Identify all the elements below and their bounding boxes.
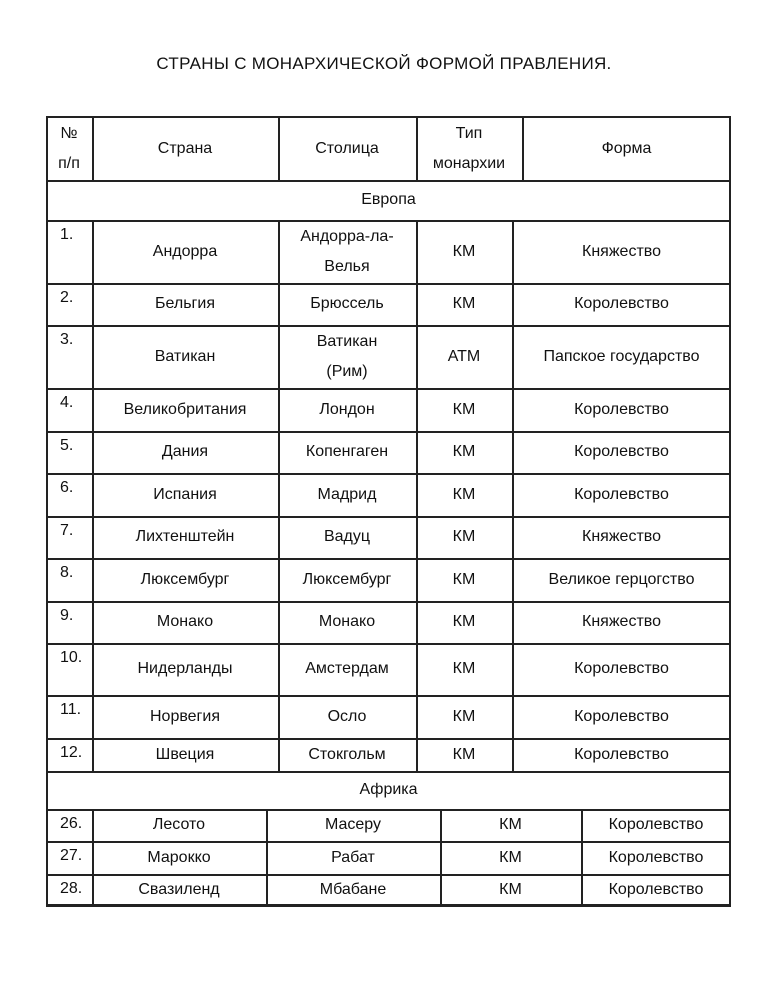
row-form [512, 738, 731, 771]
row-num-line: 28. [60, 880, 83, 897]
header-num-line: п/п [58, 154, 80, 172]
row-country-text [136, 522, 235, 552]
row-country [92, 473, 278, 516]
row-capital [278, 558, 416, 601]
row-capital-text [331, 843, 375, 873]
row-type [416, 643, 512, 695]
row-capital-line: Амстердам [305, 660, 389, 677]
row-type-line: КМ [452, 242, 476, 260]
header-capital-text [315, 134, 379, 164]
row-num-text [60, 643, 82, 673]
row-form-line: Королевство [574, 443, 669, 460]
row-country-line: Дания [161, 443, 209, 460]
row-capital [266, 874, 440, 906]
row-form-line: Королевство [608, 848, 704, 866]
row-form [512, 431, 731, 473]
row-num-line: 27. [60, 847, 83, 864]
row-form [512, 388, 731, 431]
page-title: СТРАНЫ С МОНАРХИЧЕСКОЙ ФОРМОЙ ПРАВЛЕНИЯ. [156, 54, 612, 73]
row-country [92, 695, 278, 738]
row-capital [266, 841, 440, 874]
row-country-line: Люксембург [140, 570, 230, 588]
row-form-text [549, 565, 695, 595]
row-form-line: Королевство [574, 660, 669, 677]
row-capital-text [310, 289, 383, 319]
row-num-text [60, 738, 82, 768]
row-capital-text [318, 480, 377, 510]
row-num-text [60, 325, 73, 355]
row-form-line: Королевство [574, 707, 669, 725]
europe-section-header-text [361, 185, 416, 215]
row-type-text [453, 702, 476, 732]
row-num-line: 4. [60, 394, 74, 411]
row-form-text [609, 810, 704, 840]
row-country-text [150, 702, 220, 732]
row-type-text [499, 875, 522, 905]
row-num-text [60, 601, 73, 631]
row-num-line: 9. [60, 607, 74, 624]
row-country [92, 516, 278, 558]
row-country-line: Норвегия [149, 707, 220, 725]
row-country [92, 601, 278, 643]
row-country [92, 558, 278, 601]
row-country-text [141, 565, 230, 595]
row-capital-text [319, 607, 375, 637]
row-type-text [448, 342, 481, 372]
row-country [92, 809, 266, 841]
row-type [416, 388, 512, 431]
row-country [92, 325, 278, 388]
row-capital-text [328, 702, 367, 732]
row-capital-line: Монако [318, 613, 376, 630]
row-country [92, 874, 266, 906]
header-country-text [158, 134, 212, 164]
row-num [46, 558, 92, 601]
row-type-line: КМ [452, 295, 476, 312]
row-type-text [453, 237, 476, 267]
row-country-text [155, 289, 215, 319]
row-capital-line: Лондон [319, 400, 375, 418]
row-form-text [582, 237, 661, 267]
header-num-text [58, 119, 80, 179]
header-capital [278, 117, 416, 180]
row-form-line: Королевство [608, 881, 704, 898]
row-num-line: 5. [60, 437, 74, 454]
row-form [512, 516, 731, 558]
row-country-line: Бельгия [155, 295, 215, 312]
row-num [46, 388, 92, 431]
row-num [46, 809, 92, 841]
row-capital-line: Мбабане [319, 881, 387, 898]
row-country [92, 220, 278, 283]
row-form-text [582, 607, 661, 637]
row-type-line: КМ [452, 528, 476, 545]
row-form [512, 601, 731, 643]
row-type-line: КМ [452, 485, 476, 503]
header-num-line: № [60, 124, 78, 142]
row-capital-text [319, 395, 374, 425]
row-country-line: Лихтенштейн [135, 528, 235, 545]
row-country-text [138, 654, 233, 684]
row-type-text [453, 740, 476, 770]
row-type [416, 473, 512, 516]
row-type-line: КМ [452, 570, 476, 588]
row-form-text [574, 480, 669, 510]
row-num [46, 874, 92, 906]
row-capital-line: Велья [324, 257, 370, 275]
row-num-text [60, 283, 73, 313]
row-capital-text [324, 522, 370, 552]
row-num [46, 473, 92, 516]
row-country-line: Свазиленд [138, 881, 220, 898]
row-form-text [574, 702, 669, 732]
row-type-text [453, 480, 476, 510]
row-capital-text [325, 810, 381, 840]
row-form-text [574, 437, 669, 467]
row-num [46, 220, 92, 283]
row-type [416, 601, 512, 643]
row-type [416, 516, 512, 558]
row-country [92, 841, 266, 874]
row-type-text [499, 843, 522, 873]
row-type-text [453, 565, 476, 595]
row-num-text [60, 220, 73, 250]
row-type-line: КМ [452, 707, 476, 725]
header-capital-line: Столица [315, 139, 379, 157]
row-country-line: Швеция [155, 745, 215, 763]
row-country [92, 643, 278, 695]
row-capital [278, 325, 416, 388]
row-num-line: 7. [60, 522, 74, 539]
row-type [416, 325, 512, 388]
header-form [522, 117, 731, 180]
row-form [581, 874, 731, 906]
row-form-line: Княжество [582, 242, 661, 260]
row-type-text [453, 437, 476, 467]
row-type-line: КМ [499, 816, 522, 833]
row-type-line: КМ [452, 443, 476, 460]
row-capital-text [306, 437, 388, 467]
row-num-text [60, 558, 73, 588]
row-form [512, 643, 731, 695]
row-capital-line: Ватикан [316, 332, 378, 350]
header-type [416, 117, 522, 180]
row-capital-line: Осло [327, 707, 367, 725]
row-country-line: Андорра [152, 242, 218, 260]
row-capital-line: Андорра-ла- [300, 227, 394, 245]
row-country-text [162, 437, 208, 467]
row-num-line: 2. [60, 289, 74, 306]
row-num-text [60, 841, 82, 871]
row-type [440, 809, 581, 841]
row-capital [278, 473, 416, 516]
row-type-text [453, 654, 476, 684]
row-num-line: 3. [60, 331, 74, 348]
row-form-text [574, 395, 669, 425]
row-country-line: Марокко [147, 848, 211, 866]
row-country-text [155, 342, 216, 372]
row-num [46, 643, 92, 695]
row-num-text [60, 473, 73, 503]
row-capital-line: Мадрид [317, 485, 377, 503]
row-type-line: КМ [452, 400, 476, 418]
row-type-text [453, 395, 476, 425]
row-type-line: КМ [452, 660, 476, 677]
row-form-line: Папское государство [543, 347, 700, 365]
header-type-line: монархии [432, 154, 506, 172]
row-country [92, 283, 278, 325]
row-num-line: 1. [60, 226, 74, 243]
row-num-line: 10. [60, 649, 83, 666]
row-form-text [609, 843, 704, 873]
row-country [92, 388, 278, 431]
row-type [416, 695, 512, 738]
header-form-text [602, 134, 652, 164]
row-form-text [543, 342, 699, 372]
row-type-text [453, 289, 476, 319]
row-country-line: Монако [156, 613, 214, 630]
row-form [512, 695, 731, 738]
europe-section-header [46, 180, 731, 220]
row-capital [278, 431, 416, 473]
row-country-text [153, 810, 205, 840]
row-form [581, 809, 731, 841]
row-capital [278, 220, 416, 283]
row-num-text [60, 874, 82, 904]
row-capital-text [317, 327, 378, 387]
row-num-text [60, 431, 73, 461]
row-type-line: КМ [452, 745, 476, 763]
row-num-line: 26. [60, 815, 83, 832]
row-form-text [574, 654, 669, 684]
row-type-text [453, 522, 476, 552]
row-form-line: Великое герцогство [548, 570, 695, 588]
header-type-line: Тип [455, 124, 483, 142]
row-num-line: 12. [60, 744, 83, 761]
row-country-text [147, 843, 210, 873]
row-num-text [60, 809, 82, 839]
row-form [512, 283, 731, 325]
row-capital-text [305, 654, 388, 684]
africa-section-header [46, 771, 731, 809]
row-num [46, 516, 92, 558]
row-country-text [157, 607, 213, 637]
row-country-line: Испания [153, 485, 217, 503]
row-capital-line: Брюссель [310, 295, 384, 312]
row-num [46, 431, 92, 473]
row-num-text [60, 388, 73, 418]
row-type [416, 738, 512, 771]
row-capital-line: Стокгольм [308, 745, 386, 763]
row-type [416, 220, 512, 283]
row-num-line: 6. [60, 479, 74, 496]
row-form [512, 220, 731, 283]
row-capital [278, 283, 416, 325]
row-country-text [124, 395, 247, 425]
row-num [46, 738, 92, 771]
row-capital-text [320, 875, 386, 905]
row-capital [266, 809, 440, 841]
row-capital-line: Вадуц [323, 528, 371, 545]
row-num [46, 841, 92, 874]
row-type-line: КМ [499, 881, 522, 898]
row-type-text [499, 810, 522, 840]
row-type [416, 431, 512, 473]
africa-section-header-text [359, 775, 417, 805]
row-type [440, 841, 581, 874]
row-form-text [582, 522, 661, 552]
row-country-text [153, 480, 217, 510]
africa-section-header-line: Африка [359, 781, 418, 798]
row-form-line: Королевство [574, 295, 669, 312]
row-num [46, 283, 92, 325]
row-type-line: КМ [499, 848, 522, 866]
row-capital [278, 388, 416, 431]
row-form [512, 325, 731, 388]
row-form-line: Королевство [574, 745, 669, 763]
row-form [512, 558, 731, 601]
row-num-line: 8. [60, 564, 74, 581]
row-capital-line: Люксембург [302, 570, 392, 588]
row-capital [278, 601, 416, 643]
row-country-line: Лесото [152, 816, 206, 833]
row-num [46, 695, 92, 738]
row-capital-line: Масеру [324, 816, 382, 833]
row-form-line: Королевство [574, 400, 669, 418]
row-capital-line: (Рим) [326, 362, 368, 380]
row-form-text [609, 875, 704, 905]
europe-section-header-line: Европа [361, 191, 416, 208]
row-form [512, 473, 731, 516]
row-country-text [153, 237, 217, 267]
row-type-line: АТМ [447, 347, 481, 365]
row-type [440, 874, 581, 906]
row-capital-text [308, 740, 385, 770]
row-capital [278, 695, 416, 738]
header-country-line: Страна [157, 139, 213, 157]
row-type-text [453, 607, 476, 637]
row-country-line: Великобритания [123, 400, 247, 418]
row-type-line: КМ [452, 613, 476, 630]
row-form [581, 841, 731, 874]
row-country-text [156, 740, 215, 770]
row-capital-line: Рабат [331, 848, 375, 866]
row-capital [278, 516, 416, 558]
row-form-line: Княжество [582, 528, 661, 545]
row-form-line: Королевство [574, 485, 669, 503]
header-type-text [433, 119, 505, 179]
row-country [92, 738, 278, 771]
header-country [92, 117, 278, 180]
row-num [46, 601, 92, 643]
row-num-line: 11. [60, 701, 82, 718]
row-num-text [60, 695, 81, 725]
row-form-line: Княжество [582, 613, 661, 630]
row-capital [278, 738, 416, 771]
row-country-line: Нидерланды [137, 660, 233, 677]
row-type [416, 558, 512, 601]
row-country [92, 431, 278, 473]
row-num [46, 325, 92, 388]
row-capital-text [300, 222, 393, 282]
header-form-line: Форма [601, 139, 652, 157]
row-form-text [574, 289, 669, 319]
row-form-text [574, 740, 669, 770]
row-capital-text [303, 565, 392, 595]
row-country-line: Ватикан [154, 347, 216, 365]
header-num [46, 117, 92, 180]
row-type [416, 283, 512, 325]
row-country-text [138, 875, 219, 905]
row-capital [278, 643, 416, 695]
row-num-text [60, 516, 73, 546]
row-capital-line: Копенгаген [305, 443, 389, 460]
row-form-line: Королевство [608, 816, 704, 833]
